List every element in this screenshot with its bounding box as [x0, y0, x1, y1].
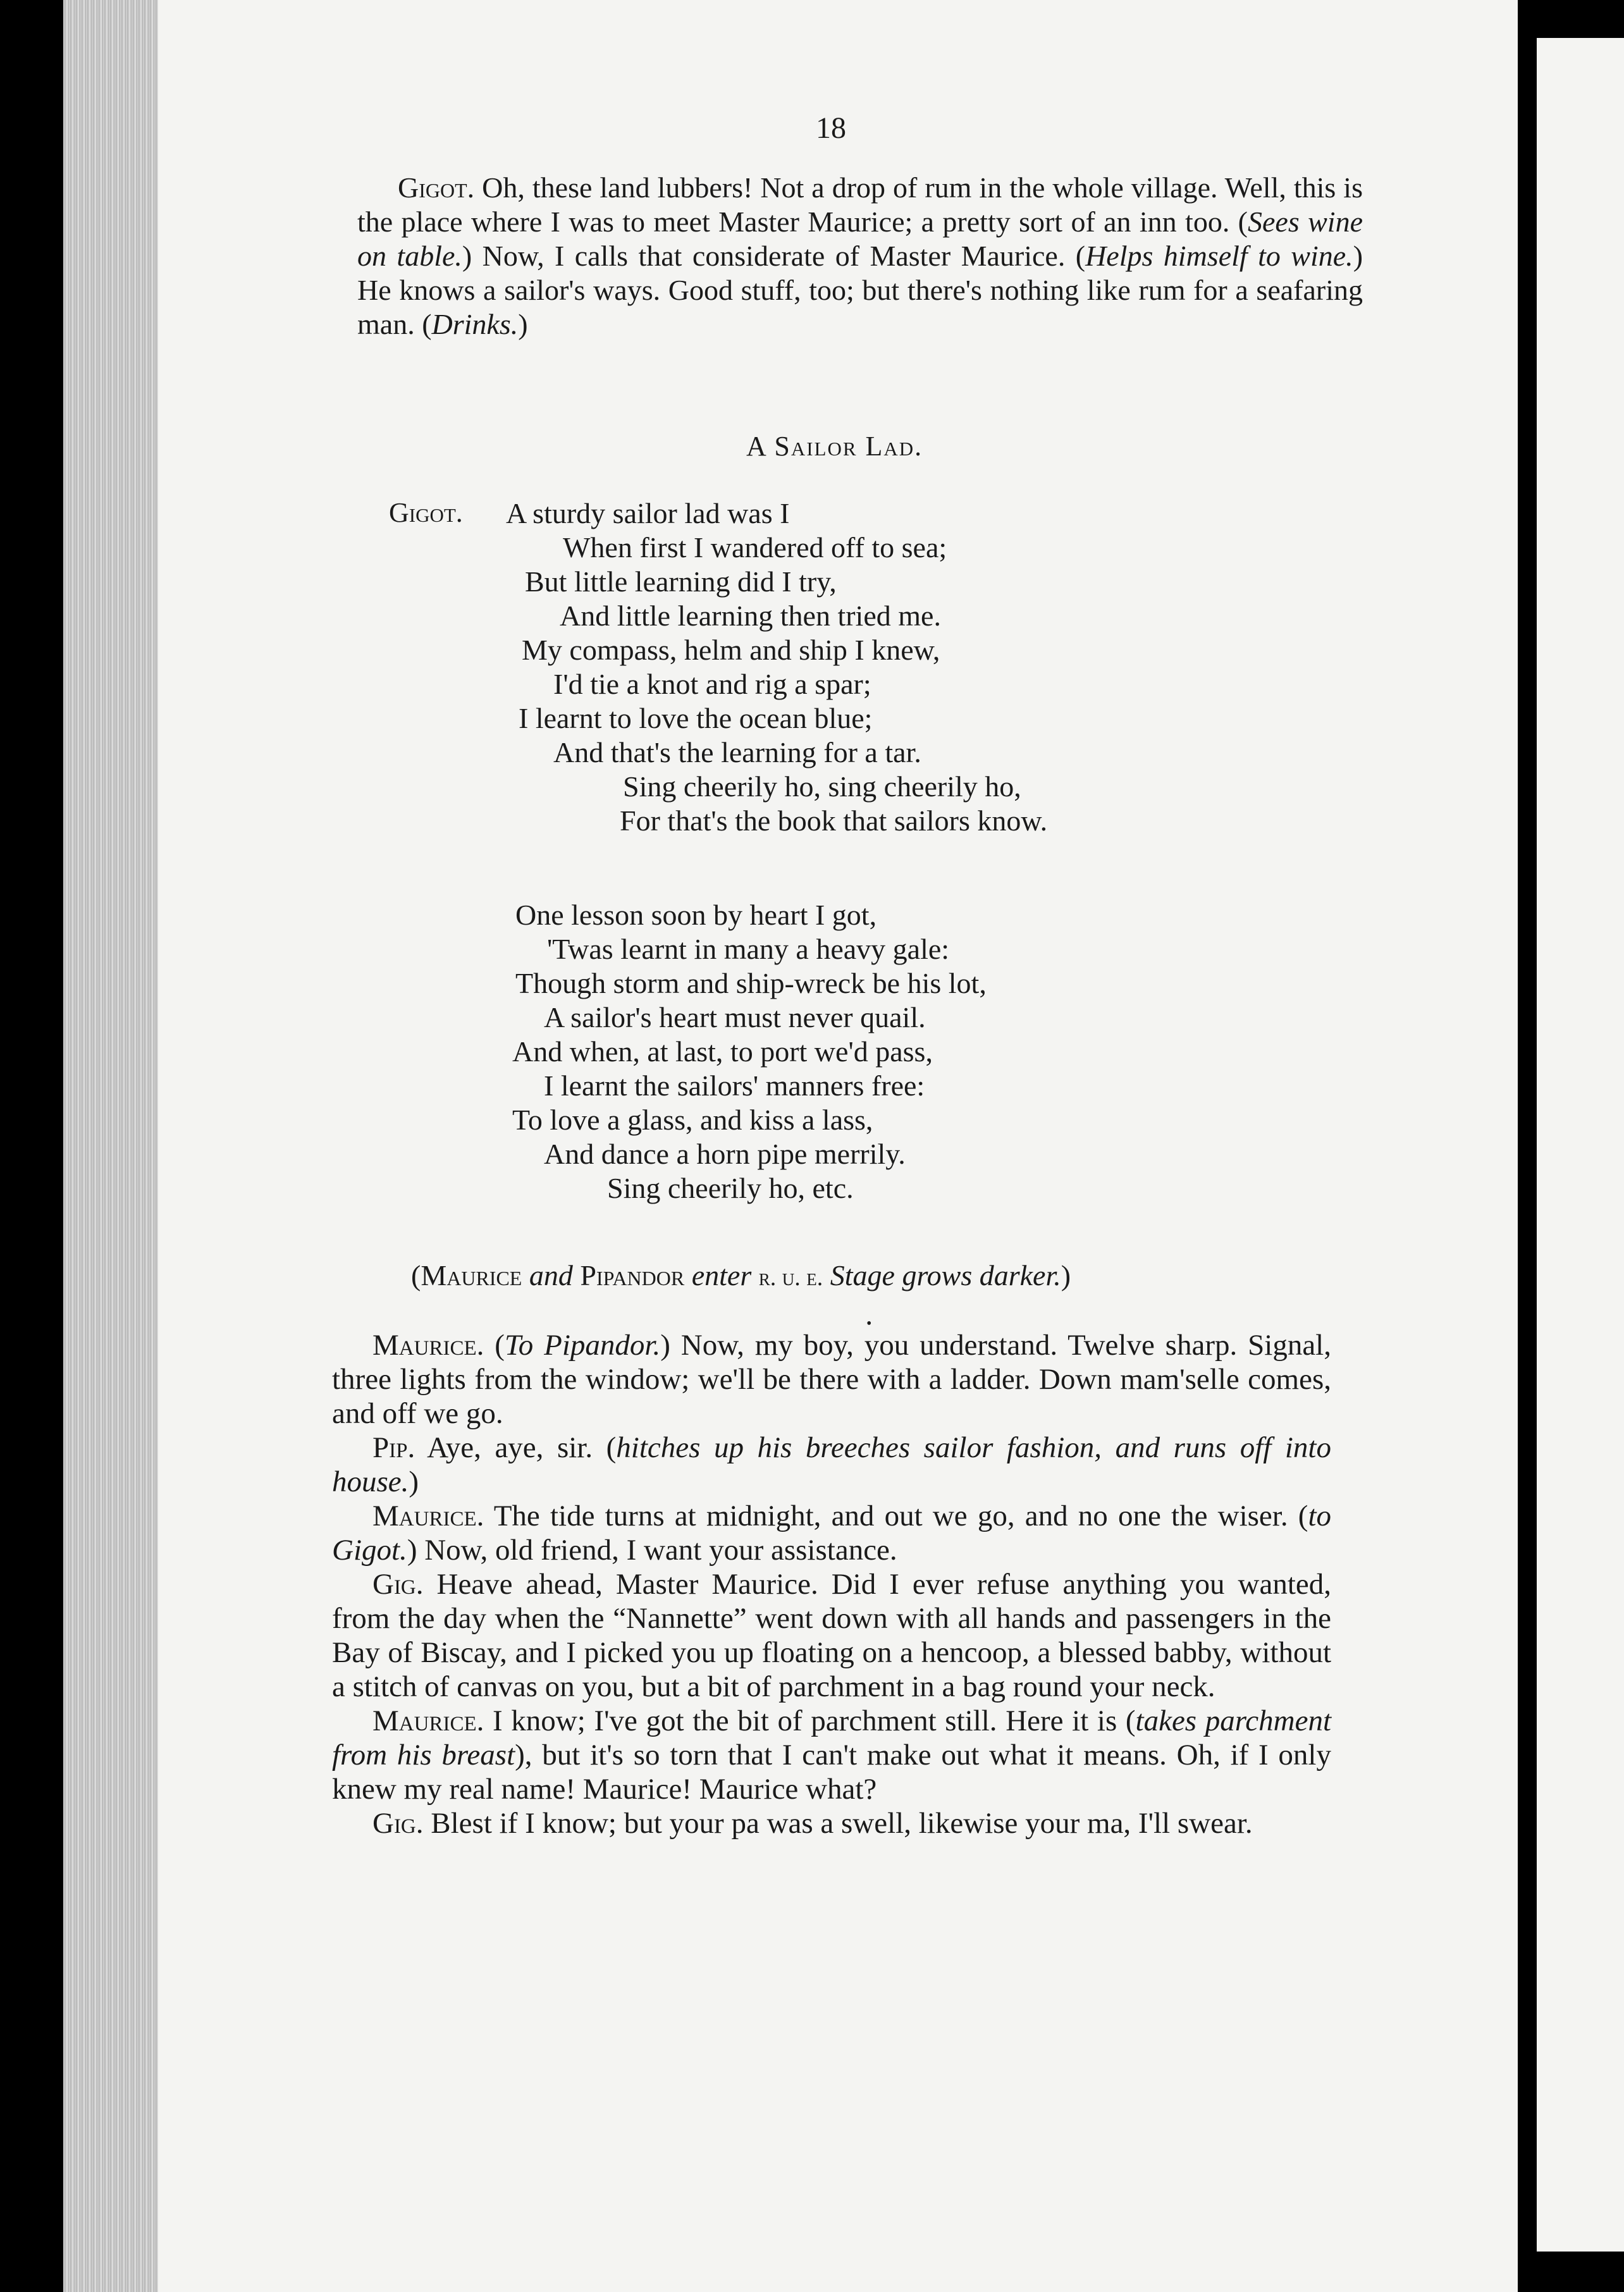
verse-line: Though storm and ship-wreck be his lot,	[515, 967, 987, 999]
speech-paragraph: Gig. Blest if I know; but your pa was a swell, likewise your ma, I'll swear.	[372, 1807, 1253, 1840]
verse-line: A sturdy sailor lad was I	[506, 497, 790, 529]
verse-line: And dance a horn pipe merrily.	[544, 1138, 906, 1170]
speaker-name: Maurice.	[372, 1704, 484, 1737]
verse-line: And when, at last, to port we'd pass,	[512, 1035, 933, 1068]
facing-page-strip	[1537, 38, 1624, 2252]
verse-line: And that's the learning for a tar.	[553, 736, 921, 768]
song-title: A Sailor Lad.	[746, 431, 923, 462]
speaker-name: Gig.	[372, 1568, 424, 1601]
verse-line: I learnt the sailors' manners free:	[544, 1069, 925, 1102]
book-page-edges	[63, 0, 158, 2292]
page-number: 18	[816, 111, 846, 145]
speech-paragraph: Gig. Heave ahead, Master Maurice. Did I ever refuse anything you wanted, from the day when the “Nannette” went down with all hands and passengers in the Bay of Biscay, and I picked you up floating on a hencoop, a blessed babby, without a stitch of canvas on you, but a bit of parchment in a bag round your neck.	[332, 1568, 1331, 1703]
stage-direction: (Maurice and Pipandor enter r. u. e. Stage grows darker.)	[411, 1259, 1071, 1291]
verse-line: To love a glass, and kiss a lass,	[512, 1104, 873, 1136]
speaker-name: Maurice.	[372, 1329, 484, 1362]
dialogue	[332, 1328, 1331, 1840]
speaker-name: Pip.	[372, 1431, 415, 1464]
ink-dot: •	[866, 1315, 872, 1332]
song-stanza-2	[512, 898, 987, 1205]
speech-paragraph: Maurice. I know; I've got the bit of parchment still. Here it is (takes parchment from his breast), but it's so torn that I can't make out what it means. Oh, if I only knew my real name! Maurice! Maurice what?	[332, 1704, 1332, 1806]
verse-line: My compass, helm and ship I knew,	[522, 634, 940, 666]
verse-line: But little learning did I try,	[525, 565, 837, 598]
song-stanza-1	[506, 496, 1047, 838]
verse-line: When first I wandered off to sea;	[563, 531, 947, 564]
speech-paragraph: Maurice. (To Pipandor.) Now, my boy, you understand. Twelve sharp. Signal, three lights from the window; we'll be there with a ladder. Down mam'selle comes, and off we go.	[332, 1329, 1331, 1430]
speaker-name: Gig.	[372, 1807, 424, 1840]
verse-line: Sing cheerily ho, sing cheerily ho,	[623, 770, 1021, 803]
speaker-name: Maurice.	[372, 1500, 484, 1532]
verse-line: I'd tie a knot and rig a spar;	[553, 668, 871, 700]
speech-paragraph: Pip. Aye, aye, sir. (hitches up his breeches sailor fashion, and runs off into house.)	[332, 1431, 1331, 1498]
verse-line: I learnt to love the ocean blue;	[519, 702, 873, 734]
speaker-name: Gigot.	[398, 171, 475, 204]
verse-line: 'Twas learnt in many a heavy gale:	[547, 933, 950, 965]
speech-paragraph: Gigot. Oh, these land lubbers! Not a drop of rum in the whole village. Well, this is the place where I was to meet Master Maurice; a pretty sort of an inn too. (Sees wine on table.) Now, I calls that considerate of Master Maurice. (Helps himself to wine.) He knows a sailor's ways. Good stuff, too; but there's nothing like rum for a seafaring man. (Drinks.)	[357, 171, 1363, 340]
verse-line: And little learning then tried me.	[560, 600, 941, 632]
speech-paragraph: Maurice. The tide turns at midnight, and out we go, and no one the wiser. (to Gigot.) Now, old friend, I want your assistance.	[332, 1500, 1331, 1567]
opening-speech	[357, 171, 1363, 342]
verse-line: One lesson soon by heart I got,	[515, 899, 877, 931]
song-singer: Gigot.	[389, 497, 463, 528]
verse-line: A sailor's heart must never quail.	[544, 1001, 926, 1033]
verse-line: For that's the book that sailors know.	[620, 804, 1048, 837]
verse-line: Sing cheerily ho, etc.	[607, 1172, 854, 1204]
